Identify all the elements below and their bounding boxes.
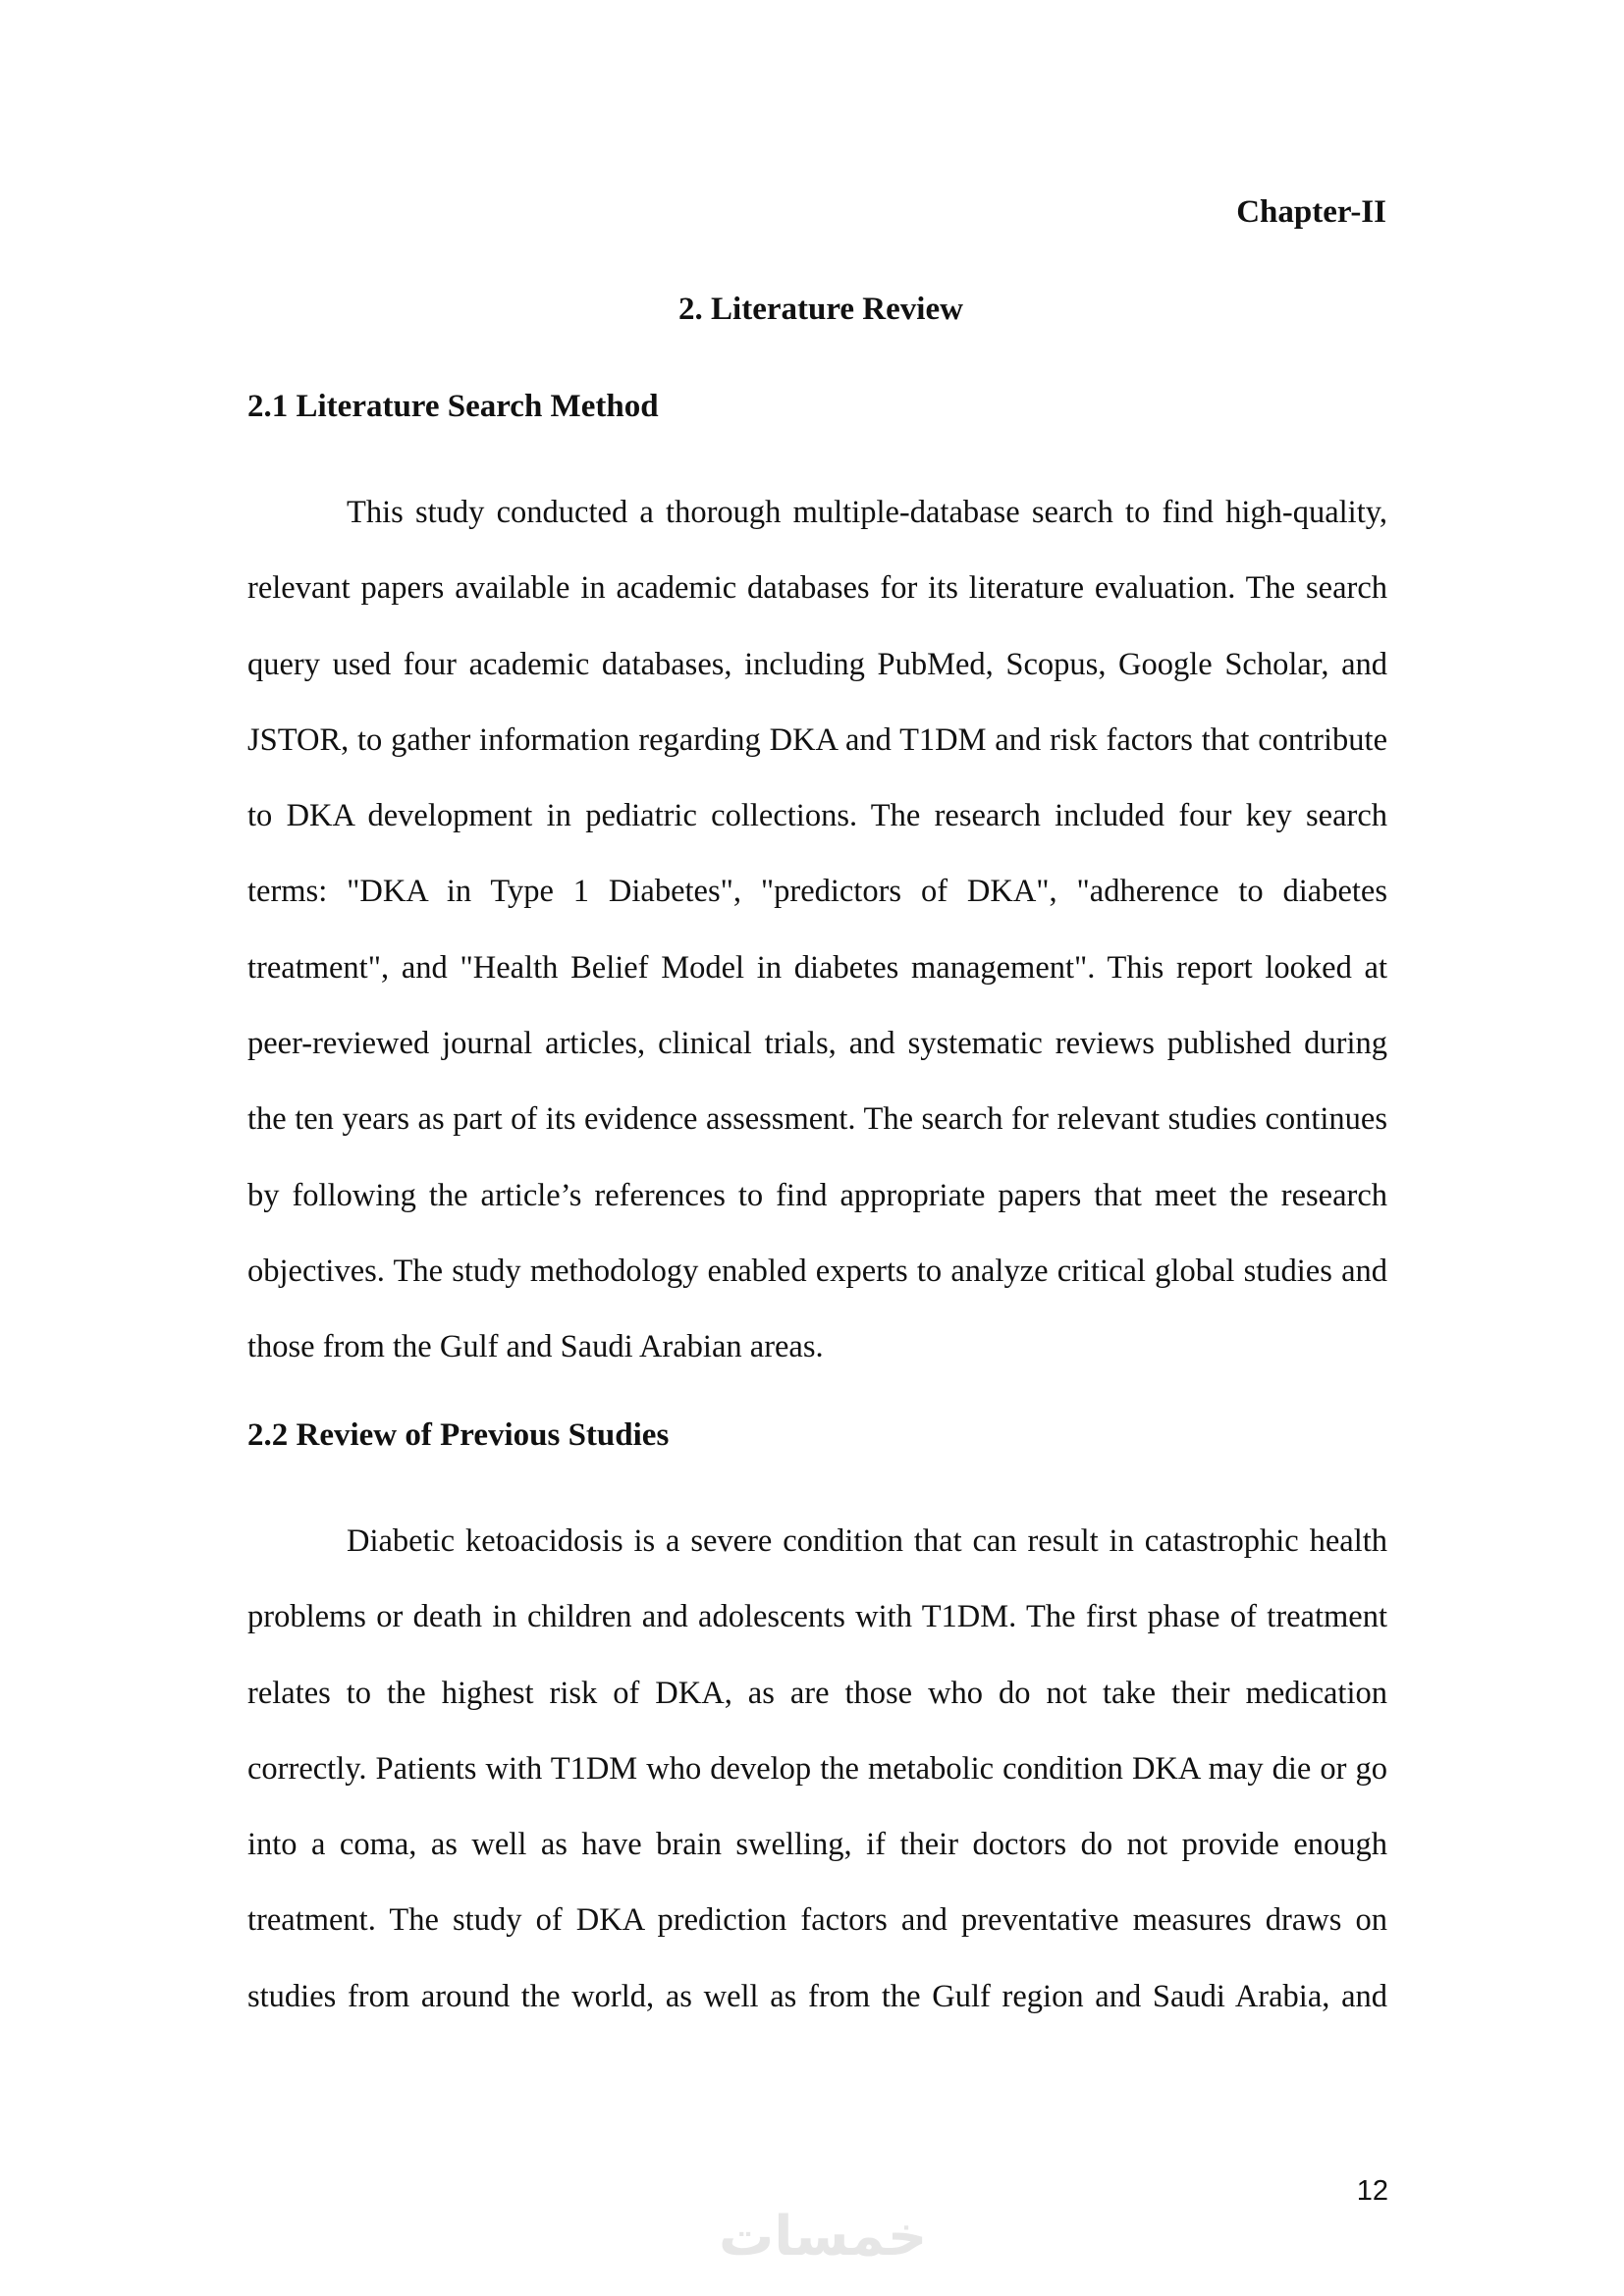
watermark-logo: خمسات	[719, 2205, 928, 2269]
paragraph-text: This study conducted a thorough multiple-database search to find high-quality, relevant papers available in academic databases for its literature evaluation. The search query used four academic databases, including PubMed, Scopus, Google Scholar, and JSTOR, to gather information regarding DKA and T1DM and risk factors that contribute to DKA development in pediatric collections. The research included four key search terms: "DKA in Type 1 Diabetes", "predictors of DKA", "adherence to diabetes treatment", and "Health Belief Model in diabetes management". This report looked at peer-reviewed journal articles, clinical trials, and systematic reviews published during the ten years as part of its evidence assessment. The search for relevant studies continues by following the article’s references to find appropriate papers that meet the research objectives. The study methodology enabled experts to analyze critical global studies and those from the Gulf and Saudi Arabian areas.	[247, 495, 1387, 1365]
chapter-title: 2. Literature Review	[678, 292, 963, 327]
paragraph-text: Diabetic ketoacidosis is a severe condition that can result in catastrophic health problems or death in children and adolescents with T1DM. The first phase of treatment relates to the highest risk of DKA, as are those who do not take their medication correctly. Patients with T1DM who develop the metabolic condition DKA may die or go into a coma, as well as have brain swelling, if their doctors do not provide enough treatment. The study of DKA prediction factors and preventative measures draws on studies from around the world, as well as from the Gulf region and Saudi Arabia, and	[247, 1523, 1387, 2014]
chapter-label: Chapter-II	[1236, 194, 1386, 230]
section-paragraph-2-2	[247, 1504, 1387, 2035]
section-paragraph-2-1	[247, 475, 1387, 1386]
section-heading-2-1: 2.1 Literature Search Method	[247, 389, 659, 424]
section-heading-2-2: 2.2 Review of Previous Studies	[247, 1417, 670, 1453]
page-number: 12	[1356, 2175, 1388, 2207]
